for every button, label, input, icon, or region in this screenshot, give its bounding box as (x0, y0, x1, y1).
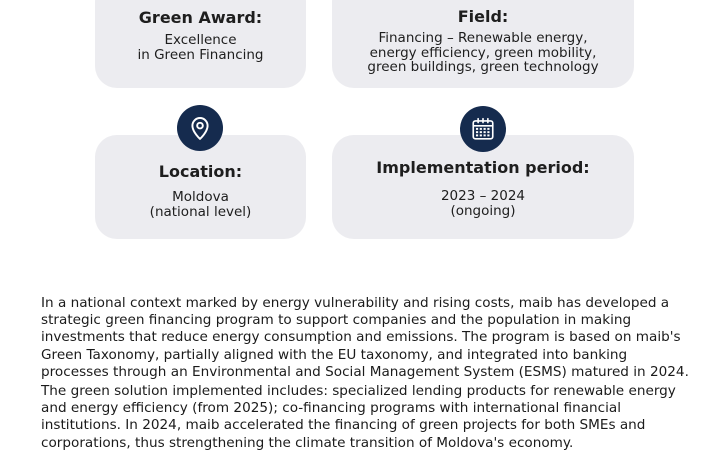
green-award-card (95, 0, 306, 88)
location-pin-icon (177, 105, 223, 151)
location-text: Moldova (national level) (149, 189, 252, 220)
field-title: Field: (457, 7, 509, 26)
body-paragraph-2: The green solution implemented includes: specialized lending products for renewable energy and energy efficiency (from 2025); co-financing programs with international financial institutions. In 2024, maib accelerated the financing of green projects for both SMEs and corporations, thus strengthening the climate transition of Moldova's economy. (41, 383, 676, 451)
implementation-period-title: Implementation period: (376, 158, 590, 177)
location-title: Location: (158, 162, 243, 181)
body-text (41, 295, 691, 454)
green-award-text: Excellence in Green Financing (137, 32, 264, 63)
body-paragraph-1: In a national context marked by energy vulnerability and rising costs, maib has developed a strategic green financing program to support companies and the population in making investments that reduce energy consumption and emissions. The program is based on maib's Green Taxonomy, partially aligned with the EU taxonomy, and integrated into banking processes through an Environmental and Social Management System (ESMS) matured in 2024. (41, 295, 689, 380)
field-card (332, 0, 634, 88)
field-text: Financing – Renewable energy, energy efficiency, green mobility, green buildings, green technology (367, 30, 599, 75)
implementation-period-text: 2023 – 2024 (ongoing) (440, 188, 526, 219)
green-award-title: Green Award: (138, 8, 263, 27)
calendar-icon (460, 106, 506, 152)
